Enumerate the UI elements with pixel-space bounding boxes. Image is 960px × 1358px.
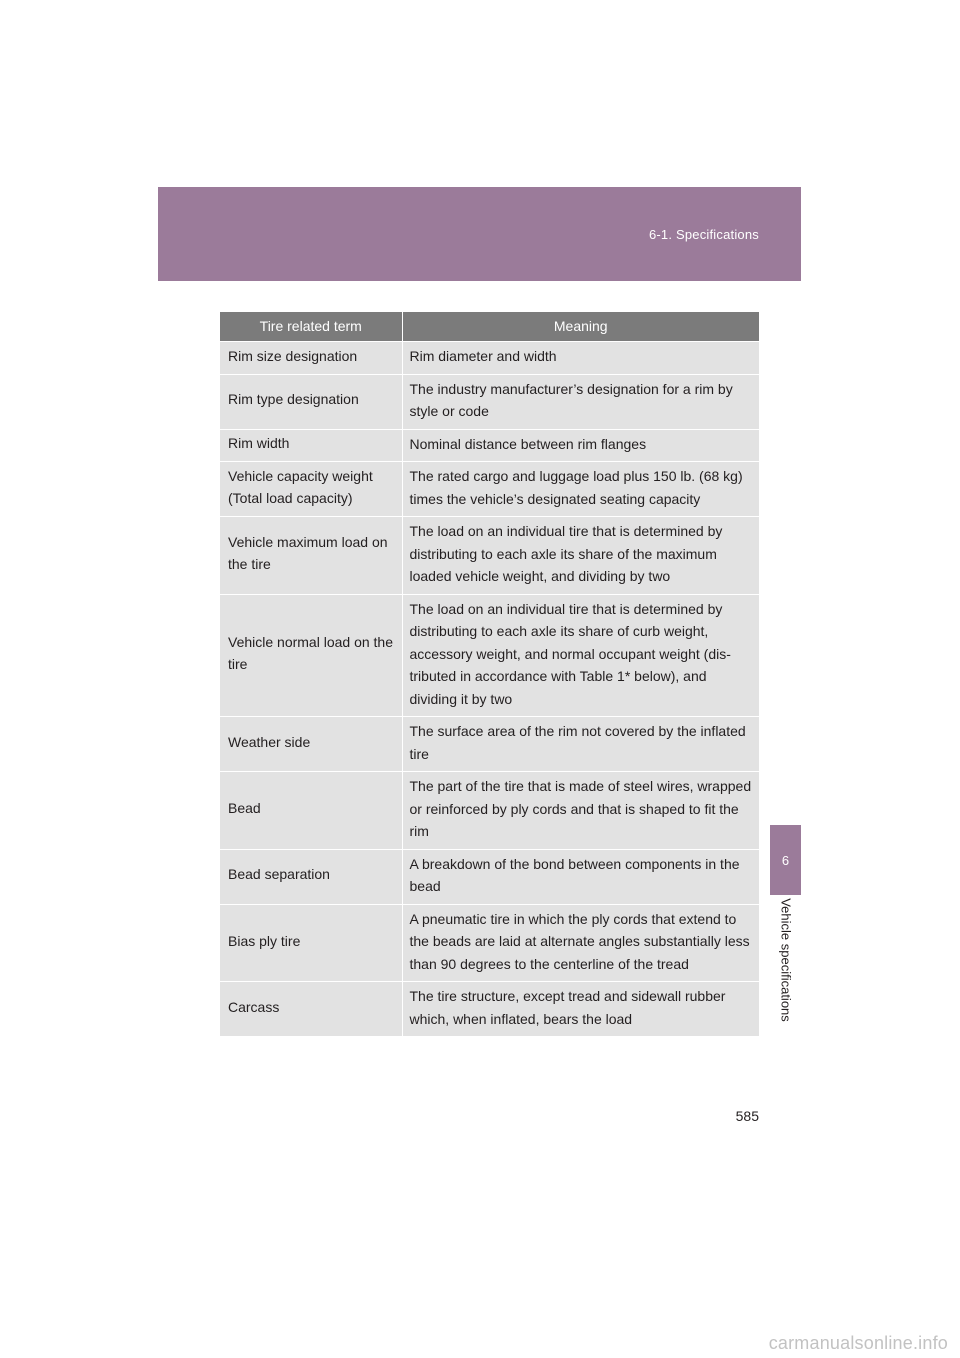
table-row — [220, 517, 759, 595]
term-cell: Bead separation — [220, 849, 402, 904]
watermark: carmanualsonline.info — [768, 1333, 948, 1353]
meaning-cell: The rated cargo and luggage load plus 150 lb. (68 kg) times the vehicle’s designated seating capacity — [402, 462, 759, 517]
term-cell: Bias ply tire — [220, 904, 402, 982]
table-row — [220, 374, 759, 429]
chapter-number: 6 — [781, 852, 790, 868]
page-number: 585 — [735, 1108, 759, 1124]
meaning-cell: The part of the tire that is made of steel wires, wrapped or reinforced by ply cords and that is shaped to fit the rim — [402, 772, 759, 850]
table-row — [220, 904, 759, 982]
meaning-cell: The surface area of the rim not covered by the inflated tire — [402, 717, 759, 772]
meaning-cell: A pneumatic tire in which the ply cords that extend to the beads are laid at alternate angles substantially less than 90 degrees to the centerline of the tread — [402, 904, 759, 982]
chapter-label: Vehicle specifications — [778, 898, 794, 1022]
meaning-cell: Nominal distance between rim flanges — [402, 429, 759, 462]
term-cell: Rim type designation — [220, 374, 402, 429]
meaning-cell: The load on an individual tire that is determined by distributing to each axle its share of curb weight, accessory weight, and normal occupant weight (dis-tributed in accordance with Table 1* below), and dividing it by two — [402, 594, 759, 717]
term-cell: Vehicle normal load on the tire — [220, 594, 402, 717]
table-row — [220, 982, 759, 1037]
table-row — [220, 342, 759, 375]
term-cell: Vehicle maximum load on the tire — [220, 517, 402, 595]
term-cell: Rim size designation — [220, 342, 402, 375]
header-meaning: Meaning — [402, 312, 759, 342]
term-cell: Carcass — [220, 982, 402, 1037]
term-cell: Rim width — [220, 429, 402, 462]
meaning-cell: A breakdown of the bond between components in the bead — [402, 849, 759, 904]
table-row — [220, 717, 759, 772]
table-row — [220, 594, 759, 717]
meaning-cell: Rim diameter and width — [402, 342, 759, 375]
term-cell: Vehicle capacity weight (Total load capacity) — [220, 462, 402, 517]
section-title: 6-1. Specifications — [648, 227, 759, 242]
meaning-cell: The tire structure, except tread and sidewall rubber which, when inflated, bears the load — [402, 982, 759, 1037]
table-row — [220, 849, 759, 904]
meaning-cell: The industry manufacturer’s designation for a rim by style or code — [402, 374, 759, 429]
meaning-cell: The load on an individual tire that is determined by distributing to each axle its share of the maximum loaded vehicle weight, and dividing by two — [402, 517, 759, 595]
term-cell: Weather side — [220, 717, 402, 772]
header-term: Tire related term — [220, 312, 402, 342]
term-cell: Bead — [220, 772, 402, 850]
tire-terms-table — [220, 312, 759, 1036]
table-row — [220, 429, 759, 462]
header-band — [158, 187, 801, 281]
table-row — [220, 772, 759, 850]
chapter-tab — [770, 825, 801, 895]
table-row — [220, 462, 759, 517]
table-header-row — [220, 312, 759, 342]
